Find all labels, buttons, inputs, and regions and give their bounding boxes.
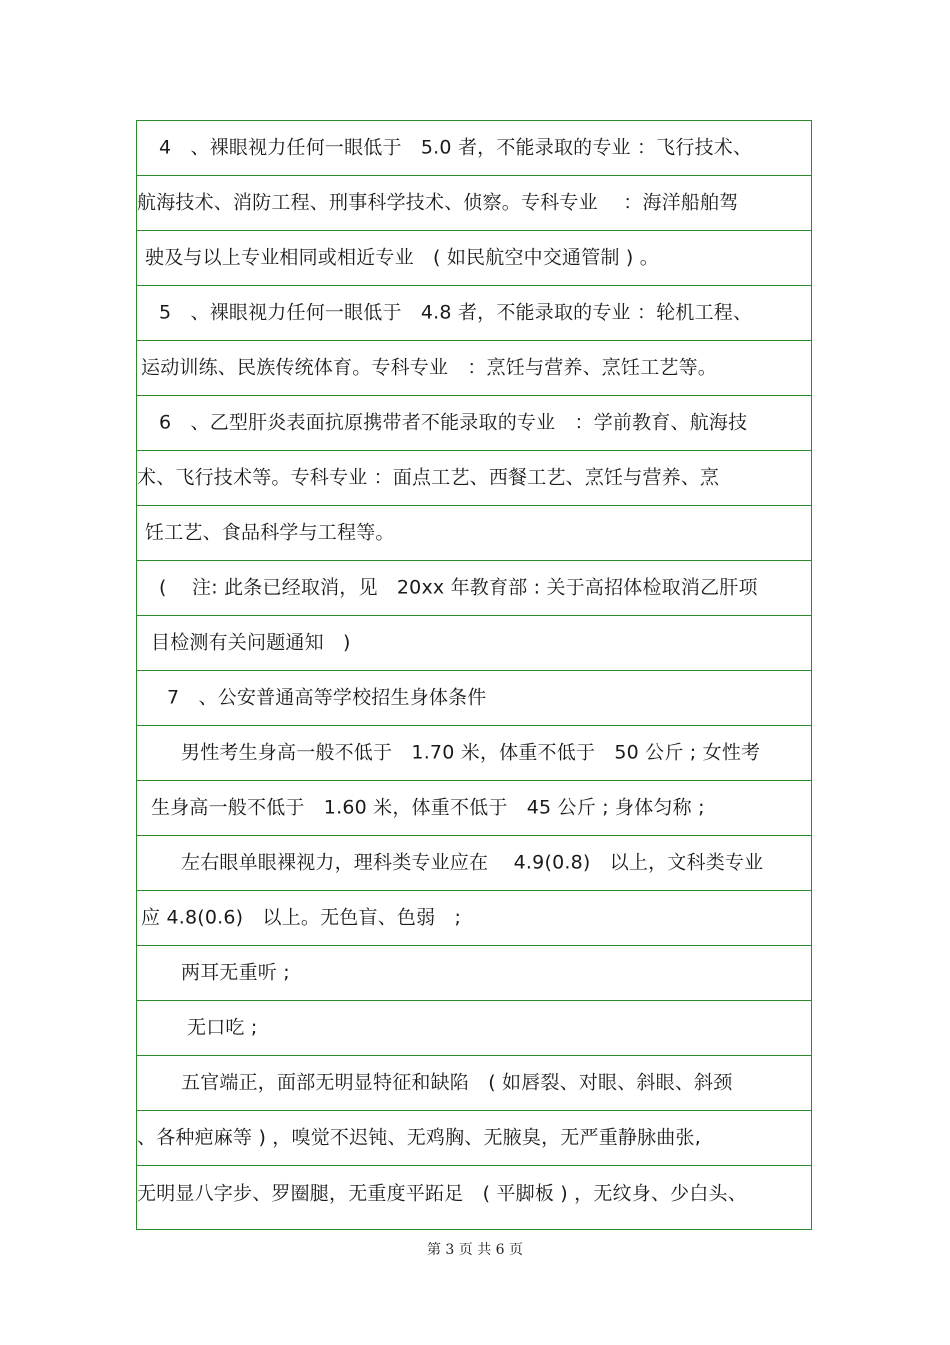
text-line xyxy=(137,891,811,946)
line-text: 无口吃 ; xyxy=(187,1016,258,1039)
text-line xyxy=(137,286,811,341)
line-text: 、各种疤麻等 ) ，嗅觉不迟钝、无鸡胸、无腋臭，无严重静脉曲张, xyxy=(137,1126,701,1149)
line-text: 4 、裸眼视力任何一眼低于 5.0 者，不能录取的专业 ：飞行技术、 xyxy=(159,136,753,159)
page-number: 第 3 页 共 6 页 xyxy=(426,1242,524,1258)
text-line xyxy=(137,451,811,506)
text-line xyxy=(137,946,811,1001)
text-line xyxy=(137,671,811,726)
text-line xyxy=(137,396,811,451)
line-text: 无明显八字步、罗圈腿，无重度平跖足 ( 平脚板 ) ，无纹身、少白头、 xyxy=(137,1182,747,1204)
text-line xyxy=(137,121,811,176)
line-text: 航海技术、消防工程、刑事科学技术、侦察。专科专业 ：海洋船舶驾 xyxy=(137,191,739,214)
line-text: 目检测有关问题通知 ) xyxy=(151,631,351,654)
line-text: 左右眼单眼裸视力，理科类专业应在 4.9(0.8) 以上，文科类专业 xyxy=(181,851,764,874)
text-line xyxy=(137,1111,811,1166)
line-text: 运动训练、民族传统体育。专科专业 ：烹饪与营养、烹饪工艺等。 xyxy=(141,356,718,379)
line-text: 驶及与以上专业相同或相近专业 ( 如民航空中交通管制 ) 。 xyxy=(145,246,659,269)
line-text: 术、飞行技术等。专科专业 ：面点工艺、西餐工艺、烹饪与营养、烹 xyxy=(137,466,720,489)
line-text: 应 4.8(0.6) 以上。无色盲、色弱 ; xyxy=(141,906,462,929)
line-text: 7 、公安普通高等学校招生身体条件 xyxy=(167,686,487,709)
text-line xyxy=(137,781,811,836)
text-line xyxy=(137,231,811,286)
line-text: 两耳无重听 ; xyxy=(181,961,290,984)
line-text: 饪工艺、食品科学与工程等。 xyxy=(145,521,395,544)
line-text: 5 、裸眼视力任何一眼低于 4.8 者，不能录取的专业 ：轮机工程、 xyxy=(159,301,753,324)
line-text: ( 注: 此条已经取消，见 20xx 年教育部 : 关于高招体检取消乙肝项 xyxy=(159,576,758,599)
text-line xyxy=(137,1166,811,1221)
line-text: 五官端正，面部无明显特征和缺陷 ( 如唇裂、对眼、斜眼、斜颈 xyxy=(181,1071,733,1094)
text-line xyxy=(137,1056,811,1111)
text-line xyxy=(137,561,811,616)
document-text-box xyxy=(136,120,812,1230)
text-line xyxy=(137,176,811,231)
text-line xyxy=(137,1001,811,1056)
text-line xyxy=(137,506,811,561)
text-line xyxy=(137,836,811,891)
line-text: 男性考生身高一般不低于 1.70 米，体重不低于 50 公斤 ; 女性考 xyxy=(181,741,761,764)
line-text: 生身高一般不低于 1.60 米，体重不低于 45 公斤 ; 身体匀称 ; xyxy=(151,796,705,819)
text-line xyxy=(137,341,811,396)
line-text: 6 、乙型肝炎表面抗原携带者不能录取的专业 ：学前教育、航海技 xyxy=(159,411,748,434)
text-line xyxy=(137,616,811,671)
text-line xyxy=(137,726,811,781)
